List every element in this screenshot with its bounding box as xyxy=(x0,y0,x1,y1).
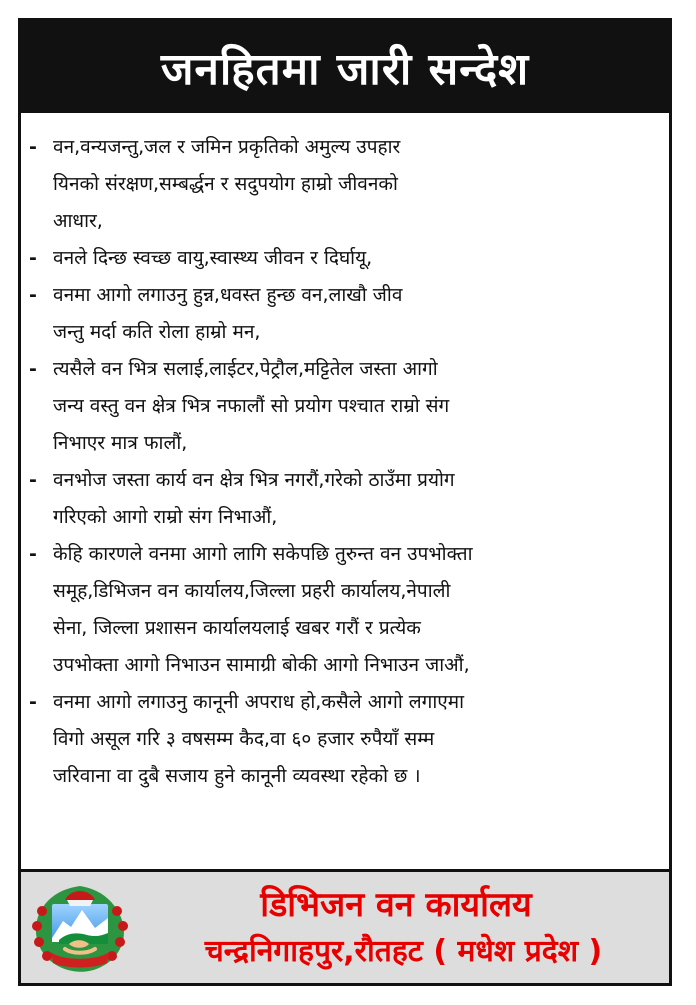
notice-bullet-2: - xyxy=(29,247,37,269)
notice-bullet-4: - xyxy=(29,358,37,380)
public-notice-poster xyxy=(18,18,672,986)
notice-footer xyxy=(21,869,669,983)
notice-bullet-3: - xyxy=(29,284,37,306)
notice-title-bar xyxy=(21,21,669,113)
notice-item-5 xyxy=(29,462,659,536)
notice-text-6: केहि कारणले वनमा आगो लागि सकेपछि तुरुन्त वन उपभोक्ता समूह,डिभिजन वन कार्यालय,जिल्ला प्रहरी कार्यालय,नेपाली सेना, जिल्ला प्रशासन कार्यालयलाई खबर गरौं र प्रत्येक उपभोक्ता आगो निभाउन सामाग्री बोकी आगो निभाउन जाऔं, xyxy=(53,543,473,676)
office-address: चन्द्रनिगाहपुर,रौतहट ( मधेश प्रदेश ) xyxy=(204,934,603,969)
notice-text-3: वनमा आगो लगाउनु हुन्न,धवस्त हुन्छ वन,लाखौ जीव जन्तु मर्दा कति रोला हाम्रो मन, xyxy=(53,284,403,343)
notice-bullet-1: - xyxy=(29,136,37,158)
notice-bullet-7: - xyxy=(29,691,37,713)
nepal-government-emblem-icon xyxy=(29,882,131,972)
notice-item-3 xyxy=(29,277,659,351)
notice-title: जनहितमा जारी सन्देश xyxy=(160,44,530,95)
notice-item-4 xyxy=(29,351,659,462)
notice-text-7: वनमा आगो लगाउनु कानूनी अपराध हो,कसैले आगो लगाएमा विगो असूल गरि ३ वषसम्म कैद,वा ६० हजार रुपैयाँ सम्म जरिवाना वा दुबै सजाय हुने कानूनी व्यवस्था रहेको छ । xyxy=(53,691,465,787)
notice-item-6 xyxy=(29,536,659,684)
notice-text-4: त्यसैले वन भित्र सलाई,लाईटर,पेट्रौल,मट्टितेल जस्ता आगो जन्य वस्तु वन क्षेत्र भित्र नफालौं सो प्रयोग पश्चात राम्रो संग निभाएर मात्र फालौं, xyxy=(53,358,450,454)
office-name: डिभिजन वन कार्यालय xyxy=(260,885,532,925)
notice-item-7 xyxy=(29,684,659,795)
notice-bullet-5: - xyxy=(29,469,37,491)
notice-text-1: वन,वन्यजन्तु,जल र जमिन प्रकृतिको अमुल्य उपहार यिनको संरक्षण,सम्बर्द्धन र सदुपयोग हाम्रो जीवनको आधार, xyxy=(53,136,401,232)
notice-text-5: वनभोज जस्ता कार्य वन क्षेत्र भित्र नगरौं,गरेको ठाउँमा प्रयोग गरिएको आगो राम्रो संग निभाऔं, xyxy=(53,469,455,528)
notice-bullet-6: - xyxy=(29,543,37,565)
notice-text-2: वनले दिन्छ स्वच्छ वायु,स्वास्थ्य जीवन र दिर्घायू, xyxy=(53,247,373,269)
notice-message-list xyxy=(29,129,659,795)
notice-item-2 xyxy=(29,240,659,277)
notice-item-1 xyxy=(29,129,659,240)
